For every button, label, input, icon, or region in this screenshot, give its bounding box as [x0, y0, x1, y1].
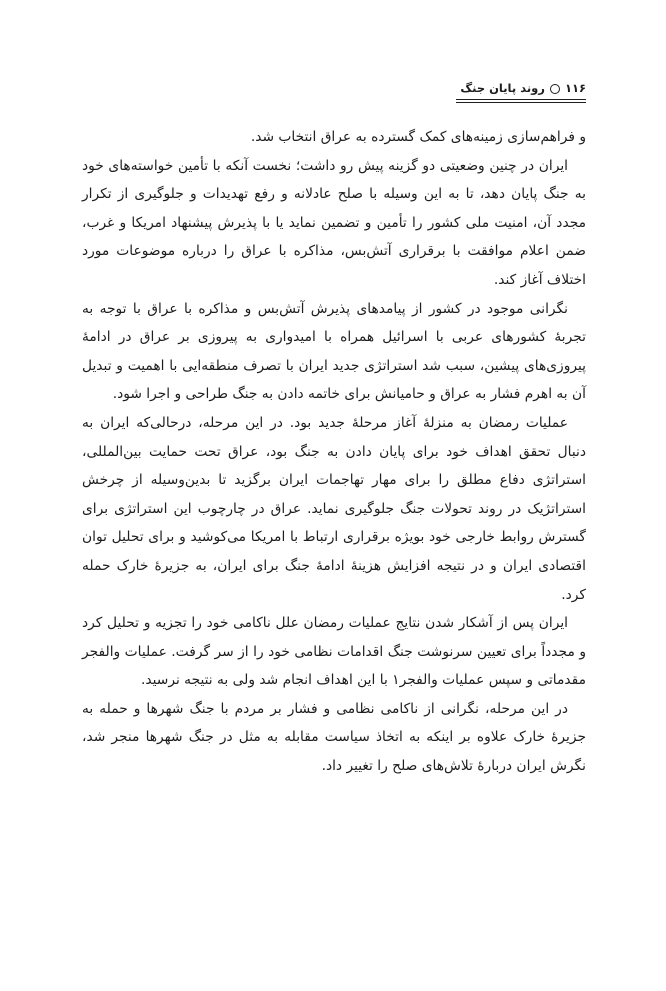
paragraph: عملیات رمضان به منزلهٔ آغاز مرحلهٔ جدید بود. در این مرحله، درحالی‌که ایران به دنبال تحقق اهداف خود برای پایان دادن به جنگ بود، عراق تحت حمایت بین‌المللی، استراتژی دفاع مطلق را برای مهار تهاجمات ایران برگزید تا بدین‌وسیله از چرخش استراتژیک در روند تحولات جنگ جلوگیری نماید. عراق در چارچوب این استراتژی برای گسترش روابط خارجی خود بویژه برقراری ارتباط با امریکا می‌کوشید و برای تحلیل توان اقتصادی ایران و در نتیجه افزایش هزینهٔ ادامهٔ جنگ برای ایران، به جزیرهٔ خارک حمله کرد. [82, 414, 586, 603]
page-number: ۱۱۶ [564, 81, 586, 95]
header-rule-top [456, 99, 586, 100]
paragraph: ایران پس از آشکار شدن نتایج عملیات رمضان علل ناکامی خود را تجزیه و تحلیل کرد و مجدداً برای تعیین سرنوشت جنگ اقدامات نظامی خود را از سر گرفت. عملیات والفجر مقدماتی و سپس عملیات والفجر۱ با این اهداف انجام شد ولی به نتیجه نرسید. [82, 615, 586, 689]
running-header [456, 78, 586, 98]
body-text [82, 123, 586, 781]
running-title: روند پایان جنگ [460, 81, 545, 95]
paragraph: ایران در چنین وضعیتی دو گزینه پیش رو داشت؛ نخست آنکه با تأمین خواسته‌های خود به جنگ پایان دهد، تا به این وسیله با صلح عادلانه و رفع تهدیدات و جلوگیری از تکرار مجدد آن، امنیت ملی کشور را تأمین و تضمین نماید یا با پذیرش پیشنهاد امریکا و غرب، ضمن اعلام موافقت با برقراری آتش‌بس، مذاکره با عراق را درباره موضوعات مورد اختلاف آغاز کند. [82, 157, 586, 288]
header-rule-bottom [456, 102, 586, 103]
paragraph: و فراهم‌سازی زمینه‌های کمک گسترده به عراق انتخاب شد. [250, 129, 586, 145]
paragraph: در این مرحله، نگرانی از ناکامی نظامی و فشار بر مردم با جنگ شهرها و حمله به جزیرهٔ خارک علاوه بر اینکه به اتخاذ سیاست مقابله به مثل در جنگ شهرها منجر شد، نگرش ایران دربارهٔ تلاش‌های صلح را تغییر داد. [82, 700, 586, 775]
circle-ornament-icon [550, 84, 560, 94]
paragraph: نگرانی موجود در کشور از پیامدهای پذیرش آتش‌بس و مذاکره با عراق با توجه به تجربهٔ کشورهای عربی با اسرائیل همراه با امیدواری به پیروزی بر عراق در ادامهٔ پیروزی‌های پیشین، سبب شد استراتژی جدید ایران با تصرف منطقه‌ایی با اهمیت و تبدیل آن به اهرم فشار به عراق و حامیانش برای خاتمه دادن به جنگ طراحی و اجرا شود. [82, 300, 586, 403]
